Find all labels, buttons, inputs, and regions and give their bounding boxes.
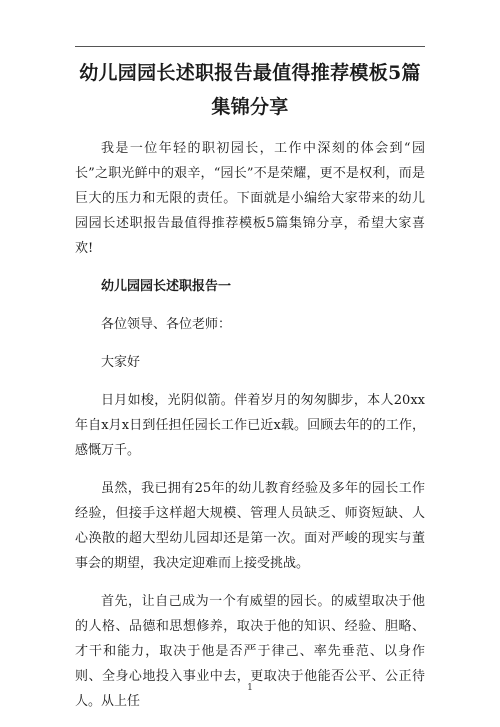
page-number: 1 <box>247 683 253 693</box>
greeting: 大家好 <box>101 355 141 370</box>
section-heading: 幼儿园园长述职报告一 <box>101 279 232 294</box>
body-paragraph: 首先，让自己成为一个有威望的园长。的威望取决于他的人格、品德和思想修养，取决于他的知识、经验、胆略、才干和能力，取决于他是否严于律己、率先垂范、以身作则、全身心地投入事业中去，更取决于他能否公平、公正待人。从上任 <box>75 594 425 709</box>
body-paragraph: 日月如梭，光阴似箭。伴着岁月的匆匆脚步，本人20xx年自x月x日到任担任园长工作已近x载。回顾去年的的工作，感慨万千。 <box>75 393 425 458</box>
document-body <box>75 136 425 727</box>
body-paragraph: 虽然，我已拥有25年的幼儿教育经验及多年的园长工作经验，但接手这样超大规模、管理人员缺乏、师资短缺、人心涣散的超大型幼儿园却还是第一次。面对严峻的现实与董事会的期望，我决定迎难而上接受挑战。 <box>75 481 425 571</box>
header-rule <box>75 46 425 47</box>
intro-paragraph: 我是一位年轻的职初园长，工作中深刻的体会到“园长”之职光鲜中的艰辛，“园长”不是荣耀，更不是权利，而是巨大的压力和无限的责任。下面就是小编给大家带来的幼儿园园长述职报告最值得推荐模板5篇集锦分享，希望大家喜欢! <box>75 141 425 256</box>
document-title: 幼儿园园长述职报告最值得推荐模板5篇集锦分享 <box>79 62 421 118</box>
salutation: 各位领导、各位老师： <box>101 317 232 332</box>
